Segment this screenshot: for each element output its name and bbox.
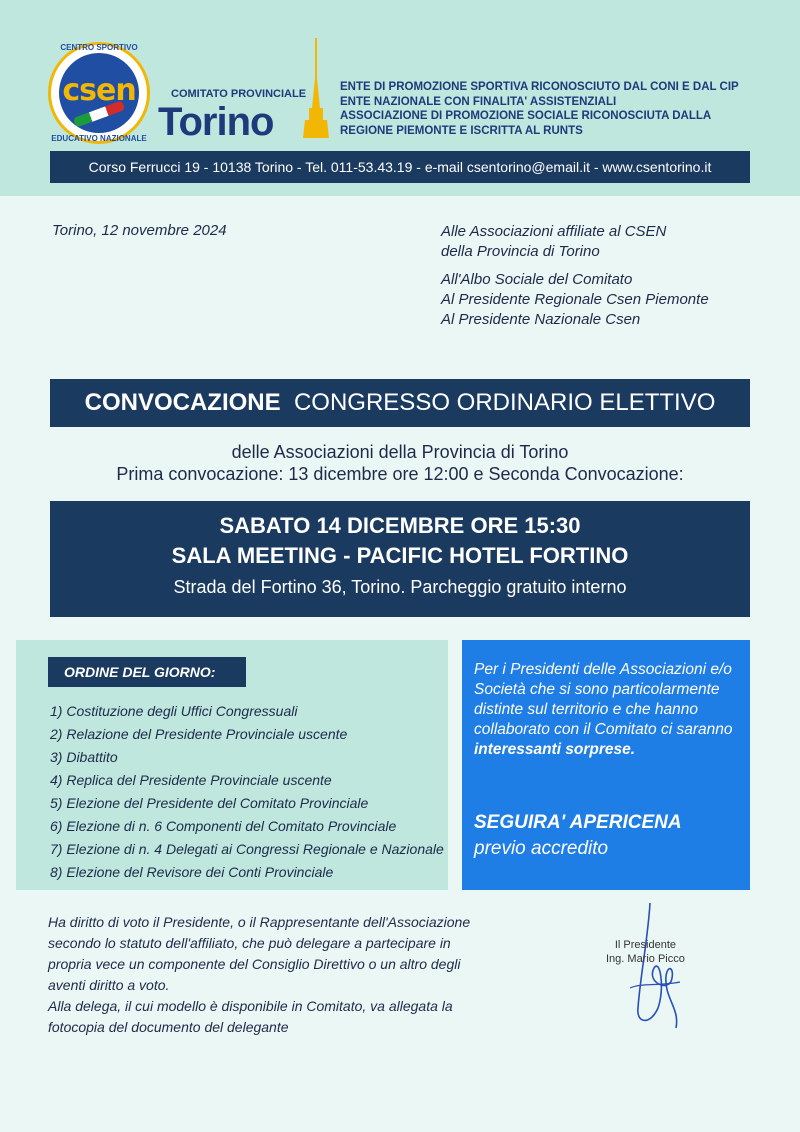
list-item: 6) Elezione di n. 6 Componenti del Comitato Provinciale [50, 818, 397, 834]
surprise-text: Per i Presidenti delle Associazioni e/o Società che si sono particolarmente distinte sul territorio e che hanno collaborato con il Comitato ci saranno interessanti sorprese. [474, 661, 733, 758]
logo-arc-top: CENTRO SPORTIVO [60, 43, 138, 52]
event-details [50, 501, 750, 617]
csen-logo [48, 42, 150, 144]
voting-rules: Ha diritto di voto il Presidente, o il Rappresentante dell'Associazione secondo lo statuto dell'affiliato, che può delegare a partecipare in propria vece un componente del Consiglio Direttivo o un altro degli aventi diritto a voto. Alla delega, il cui modello è disponibile in Comitato, va allegata la fotocopia del documento del delegante [48, 914, 471, 1035]
list-item: 8) Elezione del Revisore dei Conti Provinciale [50, 864, 334, 880]
list-item: 3) Dibattito [50, 749, 118, 765]
list-item: 4) Replica del Presidente Provinciale uscente [50, 772, 332, 788]
apericena-note: previo accredito [474, 838, 609, 859]
signature-block: Il Presidente Ing. Mario Picco [606, 939, 685, 965]
surprise-panel [462, 640, 750, 890]
list-item: 2) Relazione del Presidente Provinciale uscente [50, 726, 348, 742]
mole-antonelliana-icon [303, 38, 329, 138]
event-venue: SALA MEETING - PACIFIC HOTEL FORTINO [171, 543, 629, 568]
comitato-label: COMITATO PROVINCIALE [171, 88, 307, 100]
logo-arc-bottom: EDUCATIVO NAZIONALE [51, 134, 147, 143]
ente-description: ENTE DI PROMOZIONE SPORTIVA RICONOSCIUTO DAL CONI E DAL CIP ENTE NAZIONALE CON FINALITA' ASSISTENZIALI ASSOCIAZIONE DI PROMOZIONE SOCIALE RICONOSCIUTA DALLA REGIONE PIEMONTE E ISCRITTA AL RUNTS [340, 81, 739, 137]
list-item: 5) Elezione del Presidente del Comitato Provinciale [50, 795, 369, 811]
recipients: Alle Associazioni affiliate al CSEN della Provincia di Torino All'Albo Sociale del Comitato Al Presidente Regionale Csen Piemonte Al Presidente Nazionale Csen [441, 223, 709, 328]
list-item: 1) Costituzione degli Uffici Congressuali [50, 703, 298, 719]
letter-date: Torino, 12 novembre 2024 [52, 222, 227, 239]
event-address: Strada del Fortino 36, Torino. Parcheggio gratuito interno [173, 577, 627, 597]
agenda-title: ORDINE DEL GIORNO: [48, 657, 246, 687]
apericena-heading: SEGUIRA' APERICENA [474, 812, 682, 833]
city-wordmark: Torino [158, 100, 274, 144]
letterhead [0, 0, 800, 196]
list-item: 7) Elezione di n. 4 Delegati ai Congressi Regionale e Nazionale [50, 841, 444, 857]
event-date: SABATO 14 DICEMBRE ORE 15:30 [219, 513, 581, 538]
logo-brand: csen [62, 73, 136, 108]
handwritten-signature [610, 898, 700, 1038]
contact-bar: Corso Ferrucci 19 - 10138 Torino - Tel. 011-53.43.19 - e-mail csentorino@email.it - www.csentorino.it [50, 151, 750, 183]
agenda-list [50, 700, 444, 884]
convocazione-title: CONVOCAZIONE CONGRESSO ORDINARIO ELETTIVO [50, 379, 750, 427]
convocazione-subtitle: delle Associazioni della Provincia di Torino Prima convocazione: 13 dicembre ore 12:00 e Seconda Convocazione: [116, 442, 684, 484]
